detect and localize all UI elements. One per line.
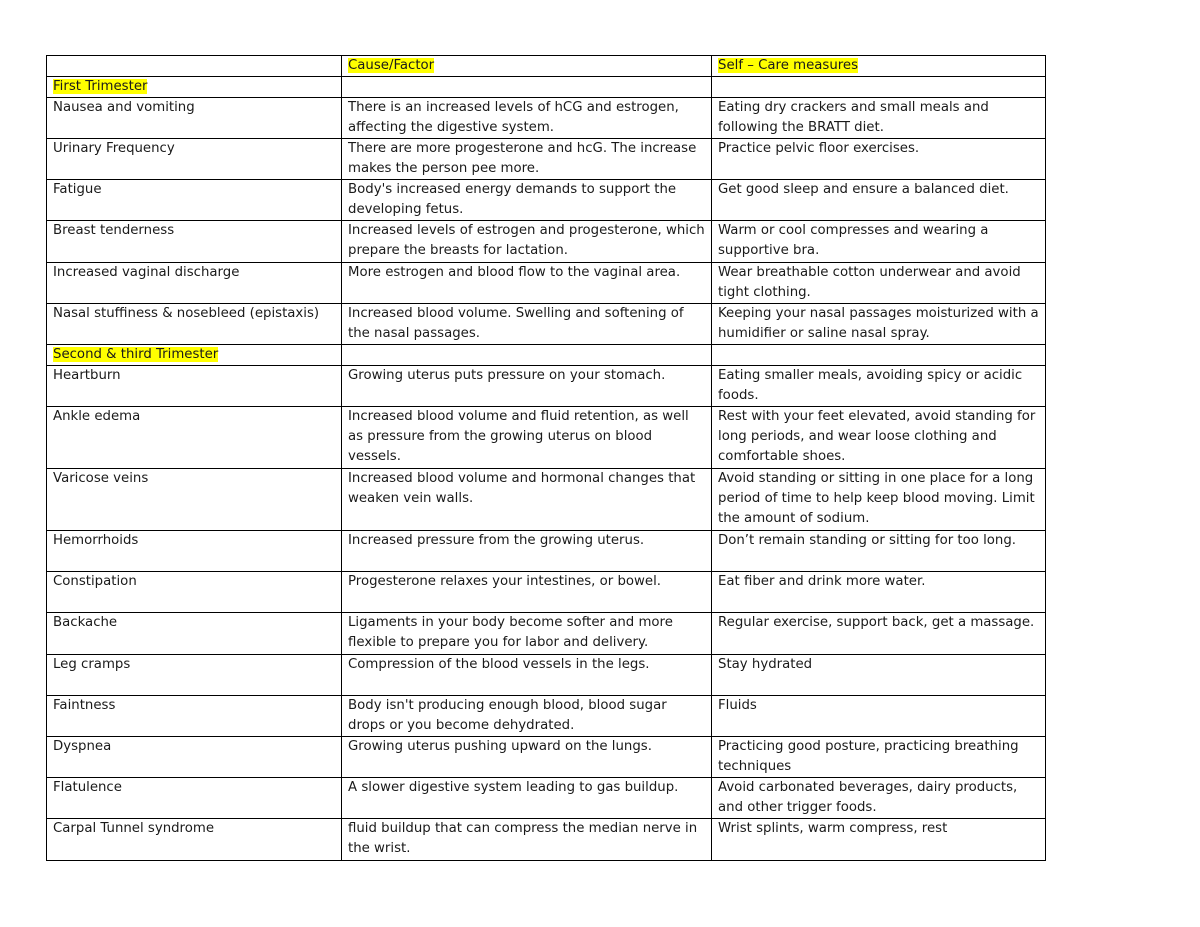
care-cell: Eating dry crackers and small meals and following the BRATT diet. <box>712 98 1046 139</box>
section-title: First Trimester <box>53 79 148 94</box>
care-cell: Eating smaller meals, avoiding spicy or acidic foods. <box>712 366 1046 407</box>
header-cause-label: Cause/Factor <box>348 58 435 73</box>
table-row <box>47 139 1046 180</box>
symptom-cell: Varicose veins <box>47 469 342 531</box>
cause-cell: Body's increased energy demands to support the developing fetus. <box>342 180 712 221</box>
cause-cell: fluid buildup that can compress the median nerve in the wrist. <box>342 819 712 861</box>
table-row <box>47 572 1046 613</box>
header-cell-symptom <box>47 56 342 77</box>
symptom-cell: Flatulence <box>47 778 342 819</box>
table-row <box>47 613 1046 655</box>
care-cell: Rest with your feet elevated, avoid standing for long periods, and wear loose clothing and comfortable shoes. <box>712 407 1046 469</box>
symptom-cell: Faintness <box>47 696 342 737</box>
cause-cell: Increased blood volume and hormonal changes that weaken vein walls. <box>342 469 712 531</box>
table-row <box>47 469 1046 531</box>
symptom-cell: Ankle edema <box>47 407 342 469</box>
empty-cell <box>342 77 712 98</box>
cause-cell: Growing uterus pushing upward on the lungs. <box>342 737 712 778</box>
section-title: Second & third Trimester <box>53 347 219 362</box>
table-body <box>47 56 1046 861</box>
table-row <box>47 263 1046 304</box>
table-row <box>47 221 1046 263</box>
header-row <box>47 56 1046 77</box>
symptom-cell: Fatigue <box>47 180 342 221</box>
cause-cell: There are more progesterone and hcG. The increase makes the person pee more. <box>342 139 712 180</box>
empty-cell <box>712 345 1046 366</box>
care-cell: Regular exercise, support back, get a massage. <box>712 613 1046 655</box>
header-care-label: Self – Care measures <box>718 58 859 73</box>
care-cell: Stay hydrated <box>712 655 1046 696</box>
table-row <box>47 180 1046 221</box>
care-cell: Get good sleep and ensure a balanced diet. <box>712 180 1046 221</box>
care-cell: Wear breathable cotton underwear and avoid tight clothing. <box>712 263 1046 304</box>
table-row <box>47 407 1046 469</box>
table-row <box>47 778 1046 819</box>
care-cell: Avoid standing or sitting in one place for a long period of time to help keep blood moving. Limit the amount of sodium. <box>712 469 1046 531</box>
care-cell: Avoid carbonated beverages, dairy products, and other trigger foods. <box>712 778 1046 819</box>
symptoms-table <box>46 55 1046 861</box>
cause-cell: Increased levels of estrogen and progesterone, which prepare the breasts for lactation. <box>342 221 712 263</box>
cause-cell: Increased pressure from the growing uterus. <box>342 531 712 572</box>
symptom-cell: Leg cramps <box>47 655 342 696</box>
cause-cell: Progesterone relaxes your intestines, or bowel. <box>342 572 712 613</box>
cause-cell: Body isn't producing enough blood, blood sugar drops or you become dehydrated. <box>342 696 712 737</box>
symptom-cell: Heartburn <box>47 366 342 407</box>
cause-cell: Compression of the blood vessels in the legs. <box>342 655 712 696</box>
table-row <box>47 98 1046 139</box>
symptom-cell: Constipation <box>47 572 342 613</box>
cause-cell: Ligaments in your body become softer and more flexible to prepare you for labor and delivery. <box>342 613 712 655</box>
table-row <box>47 304 1046 345</box>
table-row <box>47 819 1046 861</box>
symptom-cell: Nausea and vomiting <box>47 98 342 139</box>
section-header-row <box>47 77 1046 98</box>
table-row <box>47 655 1046 696</box>
care-cell: Fluids <box>712 696 1046 737</box>
care-cell: Practicing good posture, practicing breathing techniques <box>712 737 1046 778</box>
care-cell: Keeping your nasal passages moisturized with a humidifier or saline nasal spray. <box>712 304 1046 345</box>
cause-cell: Growing uterus puts pressure on your stomach. <box>342 366 712 407</box>
table-row <box>47 531 1046 572</box>
care-cell: Wrist splints, warm compress, rest <box>712 819 1046 861</box>
header-cell-care <box>712 56 1046 77</box>
care-cell: Don’t remain standing or sitting for too long. <box>712 531 1046 572</box>
table-row <box>47 696 1046 737</box>
cause-cell: More estrogen and blood flow to the vaginal area. <box>342 263 712 304</box>
header-cell-cause <box>342 56 712 77</box>
symptom-cell: Backache <box>47 613 342 655</box>
empty-cell <box>712 77 1046 98</box>
empty-cell <box>342 345 712 366</box>
cause-cell: A slower digestive system leading to gas buildup. <box>342 778 712 819</box>
section-title-cell <box>47 345 342 366</box>
symptom-cell: Urinary Frequency <box>47 139 342 180</box>
cause-cell: There is an increased levels of hCG and estrogen, affecting the digestive system. <box>342 98 712 139</box>
cause-cell: Increased blood volume. Swelling and softening of the nasal passages. <box>342 304 712 345</box>
care-cell: Eat fiber and drink more water. <box>712 572 1046 613</box>
symptom-cell: Breast tenderness <box>47 221 342 263</box>
section-title-cell <box>47 77 342 98</box>
symptom-cell: Increased vaginal discharge <box>47 263 342 304</box>
symptom-cell: Dyspnea <box>47 737 342 778</box>
care-cell: Warm or cool compresses and wearing a supportive bra. <box>712 221 1046 263</box>
table-row <box>47 737 1046 778</box>
symptom-cell: Nasal stuffiness & nosebleed (epistaxis) <box>47 304 342 345</box>
section-header-row <box>47 345 1046 366</box>
table-row <box>47 366 1046 407</box>
symptom-cell: Carpal Tunnel syndrome <box>47 819 342 861</box>
cause-cell: Increased blood volume and fluid retention, as well as pressure from the growing uterus on blood vessels. <box>342 407 712 469</box>
symptom-cell: Hemorrhoids <box>47 531 342 572</box>
care-cell: Practice pelvic floor exercises. <box>712 139 1046 180</box>
